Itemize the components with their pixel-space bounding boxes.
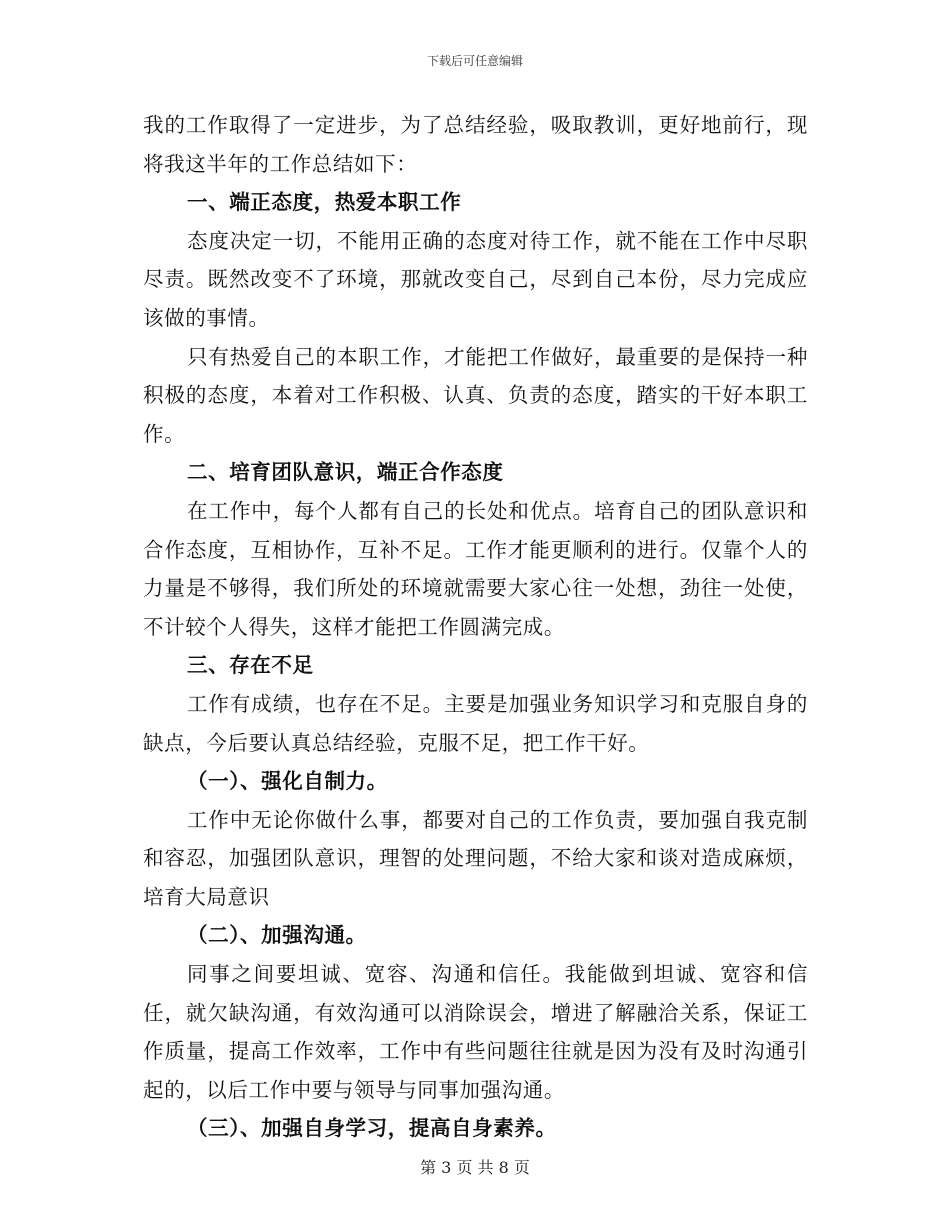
intro-paragraph: 我的工作取得了一定进步，为了总结经验，吸取教训，更好地前行，现将我这半年的工作总结如下： (143, 113, 808, 176)
document-body (143, 106, 808, 1148)
section-heading-3: 三、存在不足 (187, 653, 314, 678)
paragraph-communication: 同事之间要坦诚、宽容、沟通和信任。我能做到坦诚、宽容和信任，就欠缺沟通，有效沟通可以消除误会，增进了解融洽关系，保证工作质量，提高工作效率，工作中有些问题往往就是因为没有及时沟通引起的，以后工作中要与领导与同事加强沟通。 (143, 962, 808, 1102)
paragraph-attitude: 态度决定一切，不能用正确的态度对待工作，就不能在工作中尽职尽责。既然改变不了环境，那就改变自己，尽到自己本份，尽力完成应该做的事情。 (143, 228, 808, 330)
paragraph-teamwork: 在工作中，每个人都有自己的长处和优点。培育自己的团队意识和合作态度，互相协作，互补不足。工作才能更顺利的进行。仅靠个人的力量是不够得，我们所处的环境就需要大家心往一处想，劲往一处使，不计较个人得失，这样才能把工作圆满完成。 (143, 498, 808, 639)
section-heading-1: 一、端正态度，热爱本职工作 (187, 190, 462, 215)
page-number: 第 3 页 共 8 页 (420, 1158, 530, 1177)
subsection-heading-2: （二）、加强沟通。 (187, 923, 367, 948)
subsection-heading-3: （三）、加强自身学习，提高自身素养。 (187, 1116, 557, 1141)
page-header: 下载后可任意编辑 (426, 54, 523, 68)
paragraph-self-control: 工作中无论你做什么事，都要对自己的工作负责，要加强自我克制和容忍，加强团队意识，理智的处理问题，不给大家和谈对造成麻烦，培育大局意识 (143, 807, 808, 909)
subsection-heading-1: （一）、强化自制力。 (187, 769, 388, 794)
paragraph-shortcomings: 工作有成绩，也存在不足。主要是加强业务知识学习和克服自身的缺点，今后要认真总结经验，克服不足，把工作干好。 (143, 691, 808, 755)
section-heading-2: 二、培育团队意识，端正合作态度 (187, 460, 504, 485)
paragraph-love-work: 只有热爱自己的本职工作，才能把工作做好，最重要的是保持一种积极的态度，本着对工作积极、认真、负责的态度，踏实的干好本职工作。 (143, 344, 808, 446)
